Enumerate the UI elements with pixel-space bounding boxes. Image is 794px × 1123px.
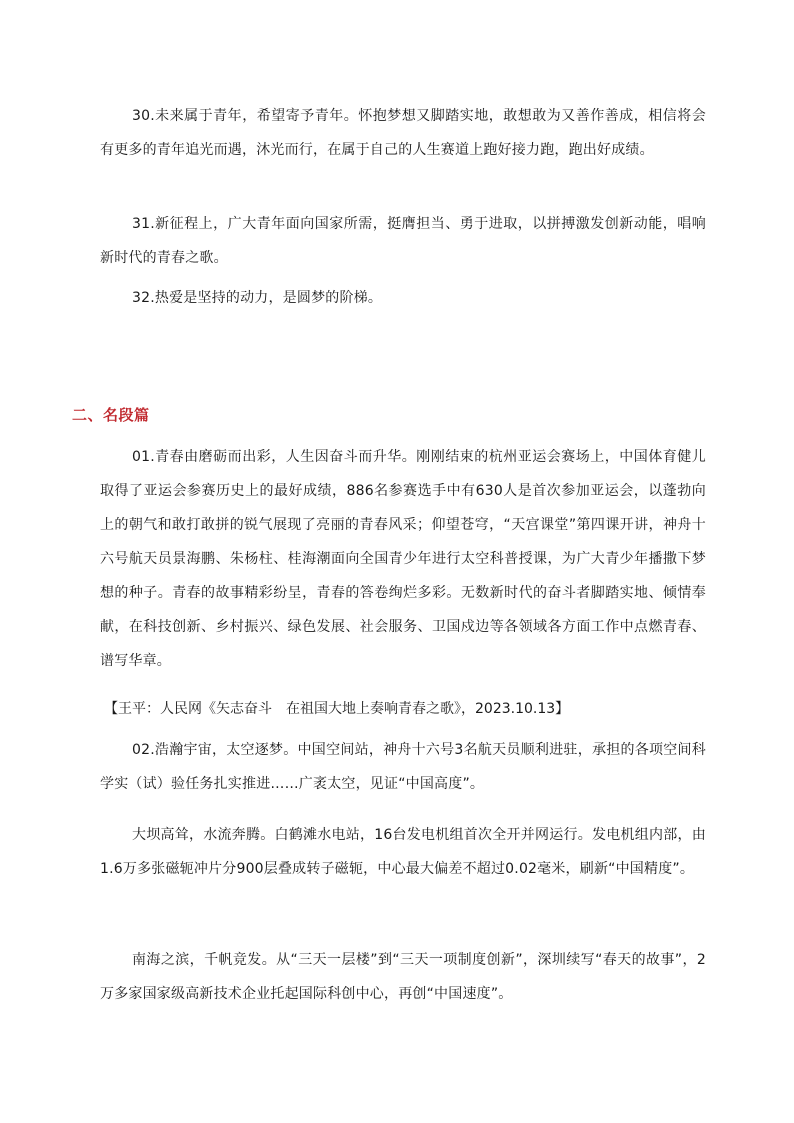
quote-item-30: 30.未来属于青年，希望寄予青年。怀抱梦想又脚踏实地，敢想敢为又善作善成，相信将会有更多的青年追光而遇，沐光而行，在属于自己的人生赛道上跑好接力跑，跑出好成绩。 bbox=[100, 108, 706, 158]
section-heading: 二、名段篇 bbox=[72, 406, 150, 424]
passage-01-source: 【王平：人民网《矢志奋斗 在祖国大地上奏响青春之歌》，2023.10.13】 bbox=[104, 701, 570, 717]
quote-item-31: 31.新征程上，广大青年面向国家所需，挺膺担当、勇于进取，以拼搏激发创新动能，唱响新时代的青春之歌。 bbox=[100, 216, 706, 266]
passage-02-part3: 南海之滨，千帆竞发。从“三天一层楼”到“三天一项制度创新”，深圳续写“春天的故事”，2万多家国家级高新技术企业托起国际科创中心，再创“中国速度”。 bbox=[100, 952, 706, 1002]
quote-item-32: 32.热爱是坚持的动力，是圆梦的阶梯。 bbox=[132, 290, 383, 306]
passage-01: 01.青春由磨砺而出彩，人生因奋斗而升华。刚刚结束的杭州亚运会赛场上，中国体育健儿取得了亚运会参赛历史上的最好成绩，886名参赛选手中有630人是首次参加亚运会，以蓬勃向上的朝气和敢打敢拼的锐气展现了亮丽的青春风采；仰望苍穹，“天宫课堂”第四课开讲，神舟十六号航天员景海鹏、朱杨柱、桂海潮面向全国青少年进行太空科普授课，为广大青少年播撒下梦想的种子。青春的故事精彩纷呈，青春的答卷绚烂多彩。无数新时代的奋斗者脚踏实地、倾情奉献，在科技创新、乡村振兴、绿色发展、社会服务、卫国戍边等各领域各方面工作中点燃青春、谱写华章。 bbox=[100, 449, 706, 669]
passage-02-part2: 大坝高耸，水流奔腾。白鹤滩水电站，16台发电机组首次全开并网运行。发电机组内部，由1.6万多张磁轭冲片分900层叠成转子磁轭，中心最大偏差不超过0.02毫米，刷新“中国精度”。 bbox=[100, 827, 706, 877]
passage-02-part1: 02.浩瀚宇宙，太空逐梦。中国空间站，神舟十六号3名航天员顺利进驻，承担的各项空间科学实（试）验任务扎实推进……广袤太空，见证“中国高度”。 bbox=[100, 742, 706, 792]
